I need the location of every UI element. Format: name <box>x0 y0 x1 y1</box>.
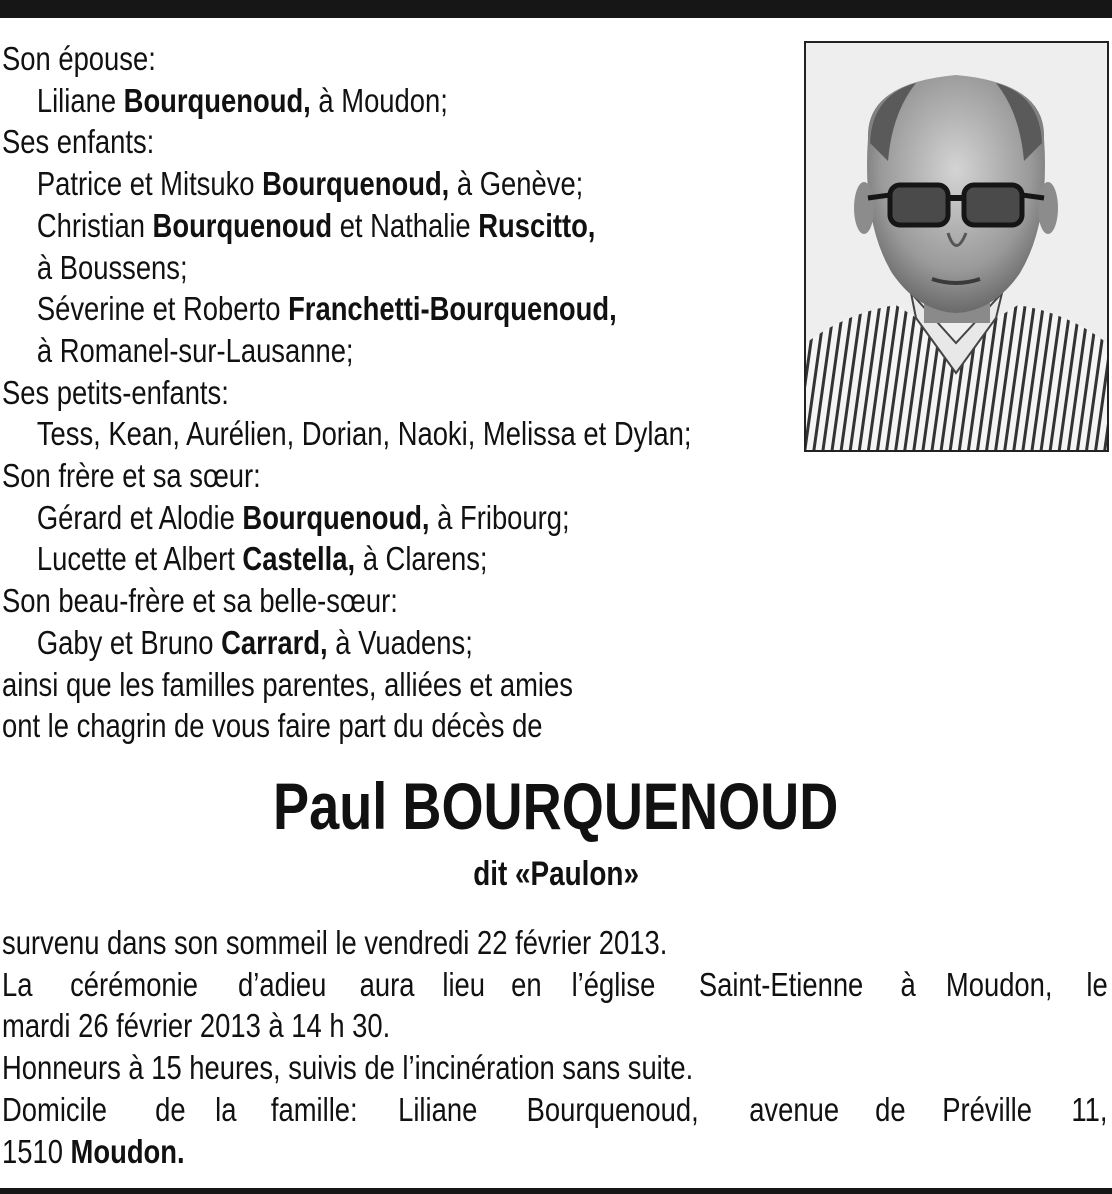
word: avenue <box>749 1090 840 1128</box>
announce-line: ont le chagrin de vous faire part du décès de <box>2 707 543 745</box>
word: le <box>1086 965 1108 1003</box>
child-line-1: Patrice et Mitsuko Bourquenoud, à Genève; <box>36 165 584 203</box>
portrait-photo <box>804 41 1109 452</box>
child-line-3-place: à Romanel-sur-Lausanne; <box>36 331 354 369</box>
family-list <box>2 38 692 747</box>
spouse-line: Liliane Bourquenoud, à Moudon; <box>36 81 448 119</box>
honours-line: Honneurs à 15 heures, suivis de l’incinération sans suite. <box>2 1049 694 1087</box>
word: à <box>900 965 916 1003</box>
word: Préville <box>941 1090 1032 1128</box>
word: lieu <box>442 965 486 1003</box>
word: 11, <box>1071 1090 1108 1128</box>
grandchildren-heading: Ses petits-enfants: <box>2 373 229 411</box>
word: en <box>511 965 542 1003</box>
grandchildren-line: Tess, Kean, Aurélien, Dorian, Naoki, Melissa et Dylan; <box>36 415 692 453</box>
spouse-heading: Son épouse: <box>2 40 156 77</box>
relatives-line: ainsi que les familles parentes, alliées et amies <box>2 665 573 703</box>
bottom-rule <box>0 1188 1112 1194</box>
word: famille: <box>270 1090 358 1128</box>
child-line-3: Séverine et Roberto Franchetti-Bourquenoud, <box>36 290 617 328</box>
children-heading: Ses enfants: <box>2 123 155 161</box>
word: Bourquenoud, <box>526 1090 699 1128</box>
closing-text <box>2 922 1108 1172</box>
inlaw-line-1: Gaby et Bruno Carrard, à Vuadens; <box>36 623 473 661</box>
word: Moudon, <box>946 965 1053 1003</box>
inlaws-heading: Son beau-frère et sa belle-sœur: <box>2 582 398 620</box>
ceremony-line <box>2 964 1108 1006</box>
word: la <box>214 1090 237 1128</box>
passing-line: survenu dans son sommeil le vendredi 22 février 2013. <box>2 924 668 961</box>
top-rule <box>0 0 1112 18</box>
ceremony-date-line: mardi 26 février 2013 à 14 h 30. <box>2 1007 391 1045</box>
word: Saint-Etienne <box>699 965 864 1003</box>
child-line-2-place: à Boussens; <box>36 248 188 286</box>
word: d’adieu <box>238 965 327 1003</box>
sibling-line-1: Gérard et Alodie Bourquenoud, à Fribourg; <box>36 498 570 536</box>
word: de <box>155 1090 186 1128</box>
word: aura <box>359 965 415 1003</box>
child-line-2: Christian Bourquenoud et Nathalie Ruscitto, <box>36 206 596 244</box>
deceased-nickname: dit «Paulon» <box>473 855 639 893</box>
word: l’église <box>571 965 656 1003</box>
word: La <box>2 965 33 1003</box>
word: de <box>875 1090 906 1128</box>
word: Liliane <box>398 1090 478 1128</box>
postcode-line: 1510 Moudon. <box>2 1132 185 1170</box>
deceased-name: Paul BOURQUENOUD <box>273 769 839 843</box>
word: cérémonie <box>70 965 198 1003</box>
sibling-line-2: Lucette et Albert Castella, à Clarens; <box>36 540 488 578</box>
word: Domicile <box>2 1090 108 1128</box>
siblings-heading: Son frère et sa sœur: <box>2 457 261 495</box>
domicile-line <box>2 1089 1108 1131</box>
portrait-illustration <box>806 43 1107 450</box>
